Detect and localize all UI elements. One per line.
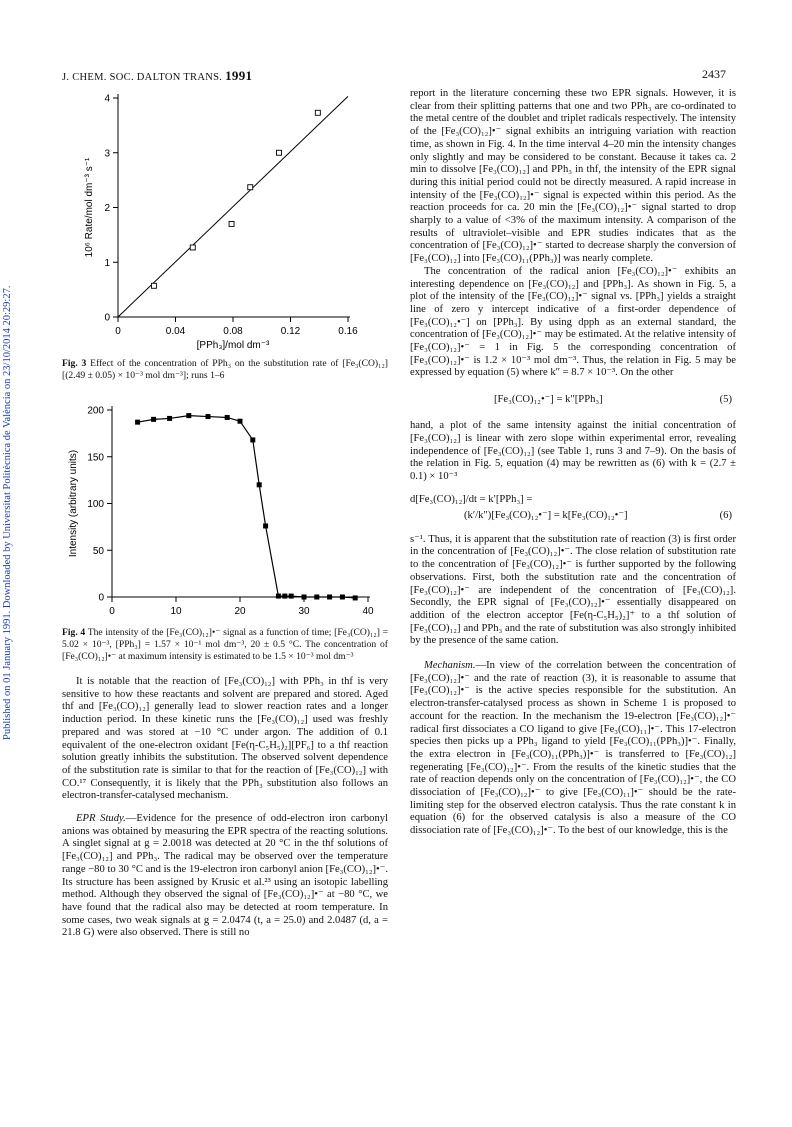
y-tick-label: 150 [87, 452, 104, 464]
journal-year: 1991 [225, 68, 253, 83]
fig3-caption-label: Fig. 3 [62, 358, 87, 369]
equation-6-line-2: (k′/k″)[Fe₃(CO)₁₂•⁻] = k[Fe₃(CO)₁₂•⁻] [464, 509, 628, 521]
x-tick-label: 0 [109, 606, 115, 617]
left-paragraph-1: It is notable that the reaction of [Fe₃(CO)₁₂] with PPh₃ in thf is very sensitive to how these reactants and solvent are prepared and stored. Aged thf and [Fe₃(CO)₁₂] generally lead to slower reaction rates and a longer induction period. In these kinetic runs the [Fe₃(CO)₁₂] used was freshly prepared and was stored at −10 °C under argon. The addition of 0.1 equivalent of the one-electron oxidant [Fe(η-C₅H₅)₂][PF₆] to a thf reaction solution greatly inhibits the substitution. The observed solvent dependence of the substitution rate is similar to that for the reaction of [Fe₃(CO)₁₂] with CO.¹⁷ Consequently, it is likely that the PPh₃ substitution also follows an electron-transfer-catalysed mechanism. [62, 676, 388, 802]
download-note[interactable]: Published on 01 January 1991. Downloaded by Universitat Politècnica de València on 23/10/2014 20:29:27. [2, 285, 13, 740]
data-point [238, 419, 243, 424]
data-point [250, 437, 255, 442]
y-tick-label: 1 [104, 257, 110, 269]
data-point [277, 150, 282, 155]
epr-study-text: —Evidence for the presence of odd-electron iron carbonyl anions was obtained by measuring the EPR spectra of the reacting solutions. A singlet signal at g = 2.0018 was detected at 20 °C in the thf solutions of [Fe₃(CO)₁₂] and PPh₃. The radical may be observed over the temperature range −80 to 30 °C and is the 19-electron iron carbonyl anion [Fe₃(CO)₁₂]•⁻. Its structure has been assigned by Krusic et al.²³ using an isotopic labelling method. Although they observed the signal of [Fe₃(CO)₁₂]•⁻ at −80 °C, we have found that the radical also may be detected at room temperature. In some cases, two weak signals at g = 2.0474 (t, a = 25.0) and 2.0487 (d, a = 21.8 G) were also observed. There is still no [62, 813, 388, 939]
data-point [225, 415, 230, 420]
equation-5-number: (5) [719, 394, 732, 406]
fig3-caption-text: Effect of the concentration of PPh₃ on the substitution rate of [Fe₃(CO)₁₂] [(2.49 ± 0.05) × 10⁻³ mol dm⁻³]; runs 1–6 [62, 358, 388, 381]
x-tick-label: 0.04 [165, 326, 186, 337]
fig4-caption-label: Fig. 4 [62, 627, 86, 638]
y-tick-label: 3 [104, 148, 110, 160]
right-paragraph-5 [410, 660, 736, 838]
x-tick-label: 0.16 [338, 326, 358, 337]
y-tick-label: 0 [98, 592, 104, 604]
y-tick-label: 50 [92, 545, 104, 557]
y-tick-label: 2 [104, 203, 110, 214]
data-point [257, 482, 262, 487]
left-column [62, 676, 388, 940]
y-axis-label: Intensity (arbitrary units) [68, 449, 79, 558]
equation-5 [410, 380, 736, 420]
x-tick-label: 10 [170, 606, 182, 617]
mechanism-heading: Mechanism. [424, 660, 476, 672]
x-tick-label: 0.08 [223, 326, 243, 337]
fig4-caption-text: The intensity of the [Fe₃(CO)₁₂]•⁻ signal as a function of time; [Fe₃(CO)₁₂] = 5.02 × 10⁻³, [PPh₃] = 1.57 × 10⁻¹ mol dm⁻³, 20 ± 0.5 °C. The concentration of [Fe₃(CO)₁₂]•⁻ at maximum intensity is estimated to be 1.5 × 10⁻³ mol dm⁻³ [62, 627, 388, 662]
data-point [248, 185, 253, 190]
data-point [314, 595, 319, 600]
data-point [263, 523, 268, 528]
data-point [289, 594, 294, 599]
mechanism-text: —In view of the correlation between the concentration of [Fe₃(CO)₁₂]•⁻ and the rate of reaction (3), it is reasonable to assume that [Fe₃(CO)₁₂]•⁻ is the active species responsible for the substitution. An electron-transfer-catalysed process as shown in Scheme 1 is proposed to account for the reaction. In the mechanism the 19-electron [Fe₃(CO)₁₂]•⁻ radical first dissociates a CO ligand to give [Fe₃(CO)₁₁]•⁻. This 17-electron species then picks up a PPh₃ ligand to yield [Fe₃(CO)₁₁(PPh₃)]•⁻. Finally, the extra electron in [Fe₃(CO)₁₁(PPh₃)]•⁻ is transferred to [Fe₃(CO)₁₂] regenerating [Fe₃(CO)₁₂]•⁻. From the results of the kinetic studies that the rate of reaction depends only on the concentration of [Fe₃(CO)₁₂]•⁻, the CO dissociation of [Fe₃(CO)₁₂]•⁻ to give [Fe₃(CO)₁₁]•⁻ should be the rate-limiting step for the observed electron catalysis. Thus the rate constant k in equation (6) for the observed catalysis is also a measure of the CO dissociation rate of [Fe₃(CO)₁₂]•⁻. To the best of our knowledge, this is the [410, 660, 736, 837]
x-tick-label: 40 [362, 606, 374, 617]
data-point [282, 594, 287, 599]
equation-6-line-1: d[Fe₃(CO)₁₂]/dt = k′[PPh₃] = [410, 493, 533, 505]
data-point [340, 595, 345, 600]
y-tick-label: 0 [104, 312, 110, 324]
y-tick-label: 4 [104, 93, 110, 105]
data-point [167, 416, 172, 421]
fig4-caption [62, 627, 388, 663]
x-tick-label: 0 [115, 326, 121, 337]
data-point [190, 245, 195, 250]
fig3-chart [58, 88, 388, 356]
series-line [138, 416, 356, 598]
data-point [151, 283, 156, 288]
right-paragraph-3: hand, a plot of the same intensity against the initial concentration of [Fe₃(CO)₁₂] is linear with zero slope within experimental error, revealing independence of [Fe₃(CO)₁₂] (see Table 1, runs 3 and 7–9). On the basis of the relation in Fig. 5, equation (4) may be rewritten as (6) with k = (2.7 ± 0.1) × 10⁻³ [410, 420, 736, 482]
fig4-chart [58, 398, 388, 620]
data-point [186, 413, 191, 418]
data-point [315, 110, 320, 115]
x-tick-label: 20 [234, 606, 246, 617]
right-paragraph-1: report in the literature concerning these two EPR signals. However, it is clear from their splitting patterns that one and two PPh₃ are co-ordinated to the metal centre of the doublet and triplet radicals respectively. The intensity of the [Fe₃(CO)₁₂]•⁻ signal exhibits an intriguing variation with reaction time, as shown in Fig. 4. In the time interval 4–20 min the intensity changes only slightly and may be considered to be constant. Because it takes ca. 2 min to dissolve [Fe₃(CO)₁₂] and PPh₃ in thf, the intensity of the EPR signal during this initial period could not be directly measured. A rapid increase in intensity of the [Fe₃(CO)₁₂]•⁻ signal is expected within this period. As the reaction proceeds for ca. 20 min the [Fe₃(CO)₁₂]•⁻ signal started to drop sharply to a value of <3% of the maximum intensity. A comparison of the results of ultraviolet–visible and EPR studies indicates that as the concentration of [Fe₃(CO)₁₂]•⁻ started to decrease sharply the conversion of [Fe₃(CO)₁₂] into [Fe₃(CO)₁₁(PPh₃)] was nearly complete. [410, 88, 736, 265]
data-point [229, 221, 234, 226]
data-point [302, 595, 307, 600]
left-paragraph-2 [62, 813, 388, 940]
y-axis-label: 10⁶ Rate/mol dm⁻³ s⁻¹ [84, 157, 95, 258]
right-paragraph-4: s⁻¹. Thus, it is apparent that the substitution rate of reaction (3) is first order in the concentration of [Fe₃(CO)₁₂]•⁻. The close relation of substitution rate to the concentration of [Fe₃(CO)₁₂]•⁻ is further supported by the following observations. First, both the substitution rate and the concentration of [Fe₃(CO)₁₂]•⁻ are independent of the concentration of [Fe₃(CO)₁₂]. Secondly, the EPR signal of [Fe₃(CO)₁₂]•⁻ essentially disappeared on addition of the electron acceptor [Fe(η-C₅H₅)₂]⁺ to a thf solution of [Fe₃(CO)₁₂] and PPh₃ and the rate of substitution was also strongly inhibited by the presence of the same cation. [410, 533, 736, 647]
x-tick-label: 0.12 [280, 326, 301, 337]
data-point [151, 417, 156, 422]
fig3-caption [62, 358, 388, 382]
equation-6 [410, 484, 736, 528]
x-tick-label: 30 [298, 606, 310, 617]
data-point [206, 414, 211, 419]
y-tick-label: 200 [87, 405, 104, 417]
y-tick-label: 100 [87, 499, 104, 510]
x-axis-label: [PPh₃]/mol dm⁻³ [196, 340, 270, 351]
journal-name: J. CHEM. SOC. DALTON TRANS. [62, 72, 223, 83]
equation-5-body: [Fe₃(CO)₁₂•⁻] = k″[PPh₃] [494, 394, 603, 406]
running-header [62, 68, 252, 84]
data-point [327, 595, 332, 600]
data-point [276, 594, 281, 599]
page-number: 2437 [702, 67, 726, 81]
epr-study-heading: EPR Study. [76, 813, 126, 825]
right-column [410, 88, 736, 838]
data-point [353, 595, 358, 600]
right-paragraph-2: The concentration of the radical anion [Fe₃(CO)₁₂]•⁻ exhibits an interesting dependence on [Fe₃(CO)₁₂] and [PPh₃]. As shown in Fig. 5, a plot of the intensity of the [Fe₃(CO)₁₂]•⁻ signal vs. [PPh₃] yields a straight line of zero y intercept indicative of a first-order dependence of [Fe₃(CO)₁₂•⁻] on [PPh₃]. By using dpph as an external standard, the concentration of [Fe₃(CO)₁₂]•⁻ may be estimated. At the relative intensity of [Fe₃(CO)₁₂]•⁻ = 1 in Fig. 5 the corresponding concentration of [Fe₃(CO)₁₂]•⁻ is 1.2 × 10⁻³ mol dm⁻³. Thus, the relation in Fig. 5 may be expressed by equation (5) where k″ = 8.7 × 10⁻³. On the other [410, 265, 736, 379]
data-point [135, 420, 140, 425]
equation-6-number: (6) [719, 509, 732, 521]
